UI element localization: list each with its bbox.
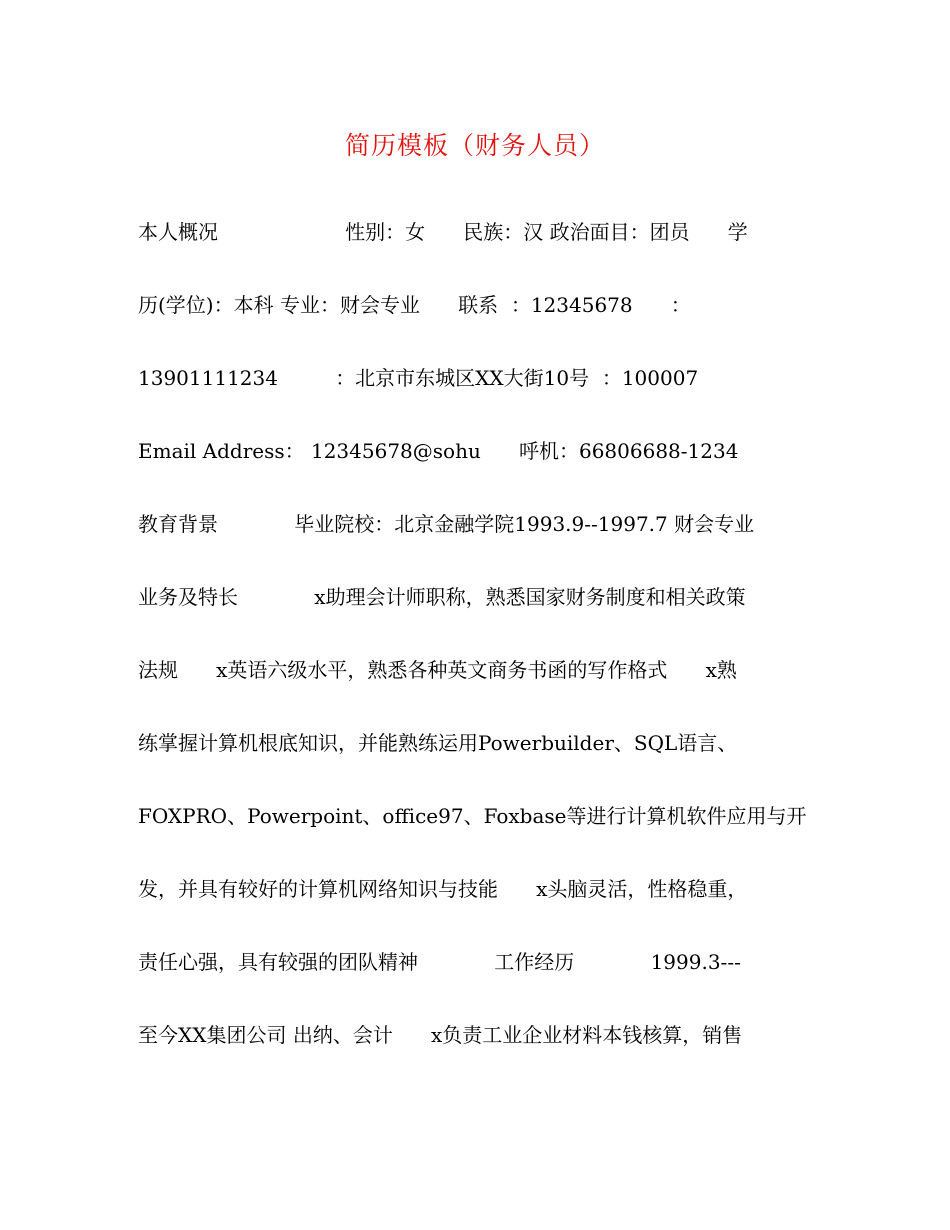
text-line-12: 至今XX集团公司 出纳、会计 x负责工业企业材料本钱核算，销售 — [138, 1023, 743, 1047]
text-line-3: 13901111234 ：北京市东城区XX大街10号 ：100007 — [138, 366, 699, 390]
page-title: 简历模板（财务人员） — [344, 131, 605, 160]
text-line-8: 练掌握计算机根底知识，并能熟练运用Powerbuilder、SQL语言、 — [138, 731, 738, 755]
text-line-6: 业务及特长 x助理会计师职称，熟悉国家财务制度和相关政策 — [138, 585, 746, 609]
text-line-2: 历(学位)：本科 专业：财会专业 联系 ：12345678 ： — [138, 293, 691, 317]
text-line-1: 本人概况 性别：女 民族：汉 政治面目：团员 学 — [138, 220, 748, 244]
text-line-9: FOXPRO、Powerpoint、office97、Foxbase等进行计算机软件应用与开 — [138, 804, 807, 828]
text-line-10: 发，并具有较好的计算机网络知识与技能 x头脑灵活，性格稳重， — [138, 877, 748, 901]
text-line-4: Email Address： 12345678@sohu 呼机：66806688-1234 — [138, 439, 739, 463]
text-line-5: 教育背景 毕业院校：北京金融学院1993.9--1997.7 财会专业 — [138, 512, 755, 536]
text-line-11: 责任心强，具有较强的团队精神 工作经历 1999.3--- — [138, 950, 741, 974]
text-line-7: 法规 x英语六级水平，熟悉各种英文商务书函的写作格式 x熟 — [138, 658, 737, 682]
